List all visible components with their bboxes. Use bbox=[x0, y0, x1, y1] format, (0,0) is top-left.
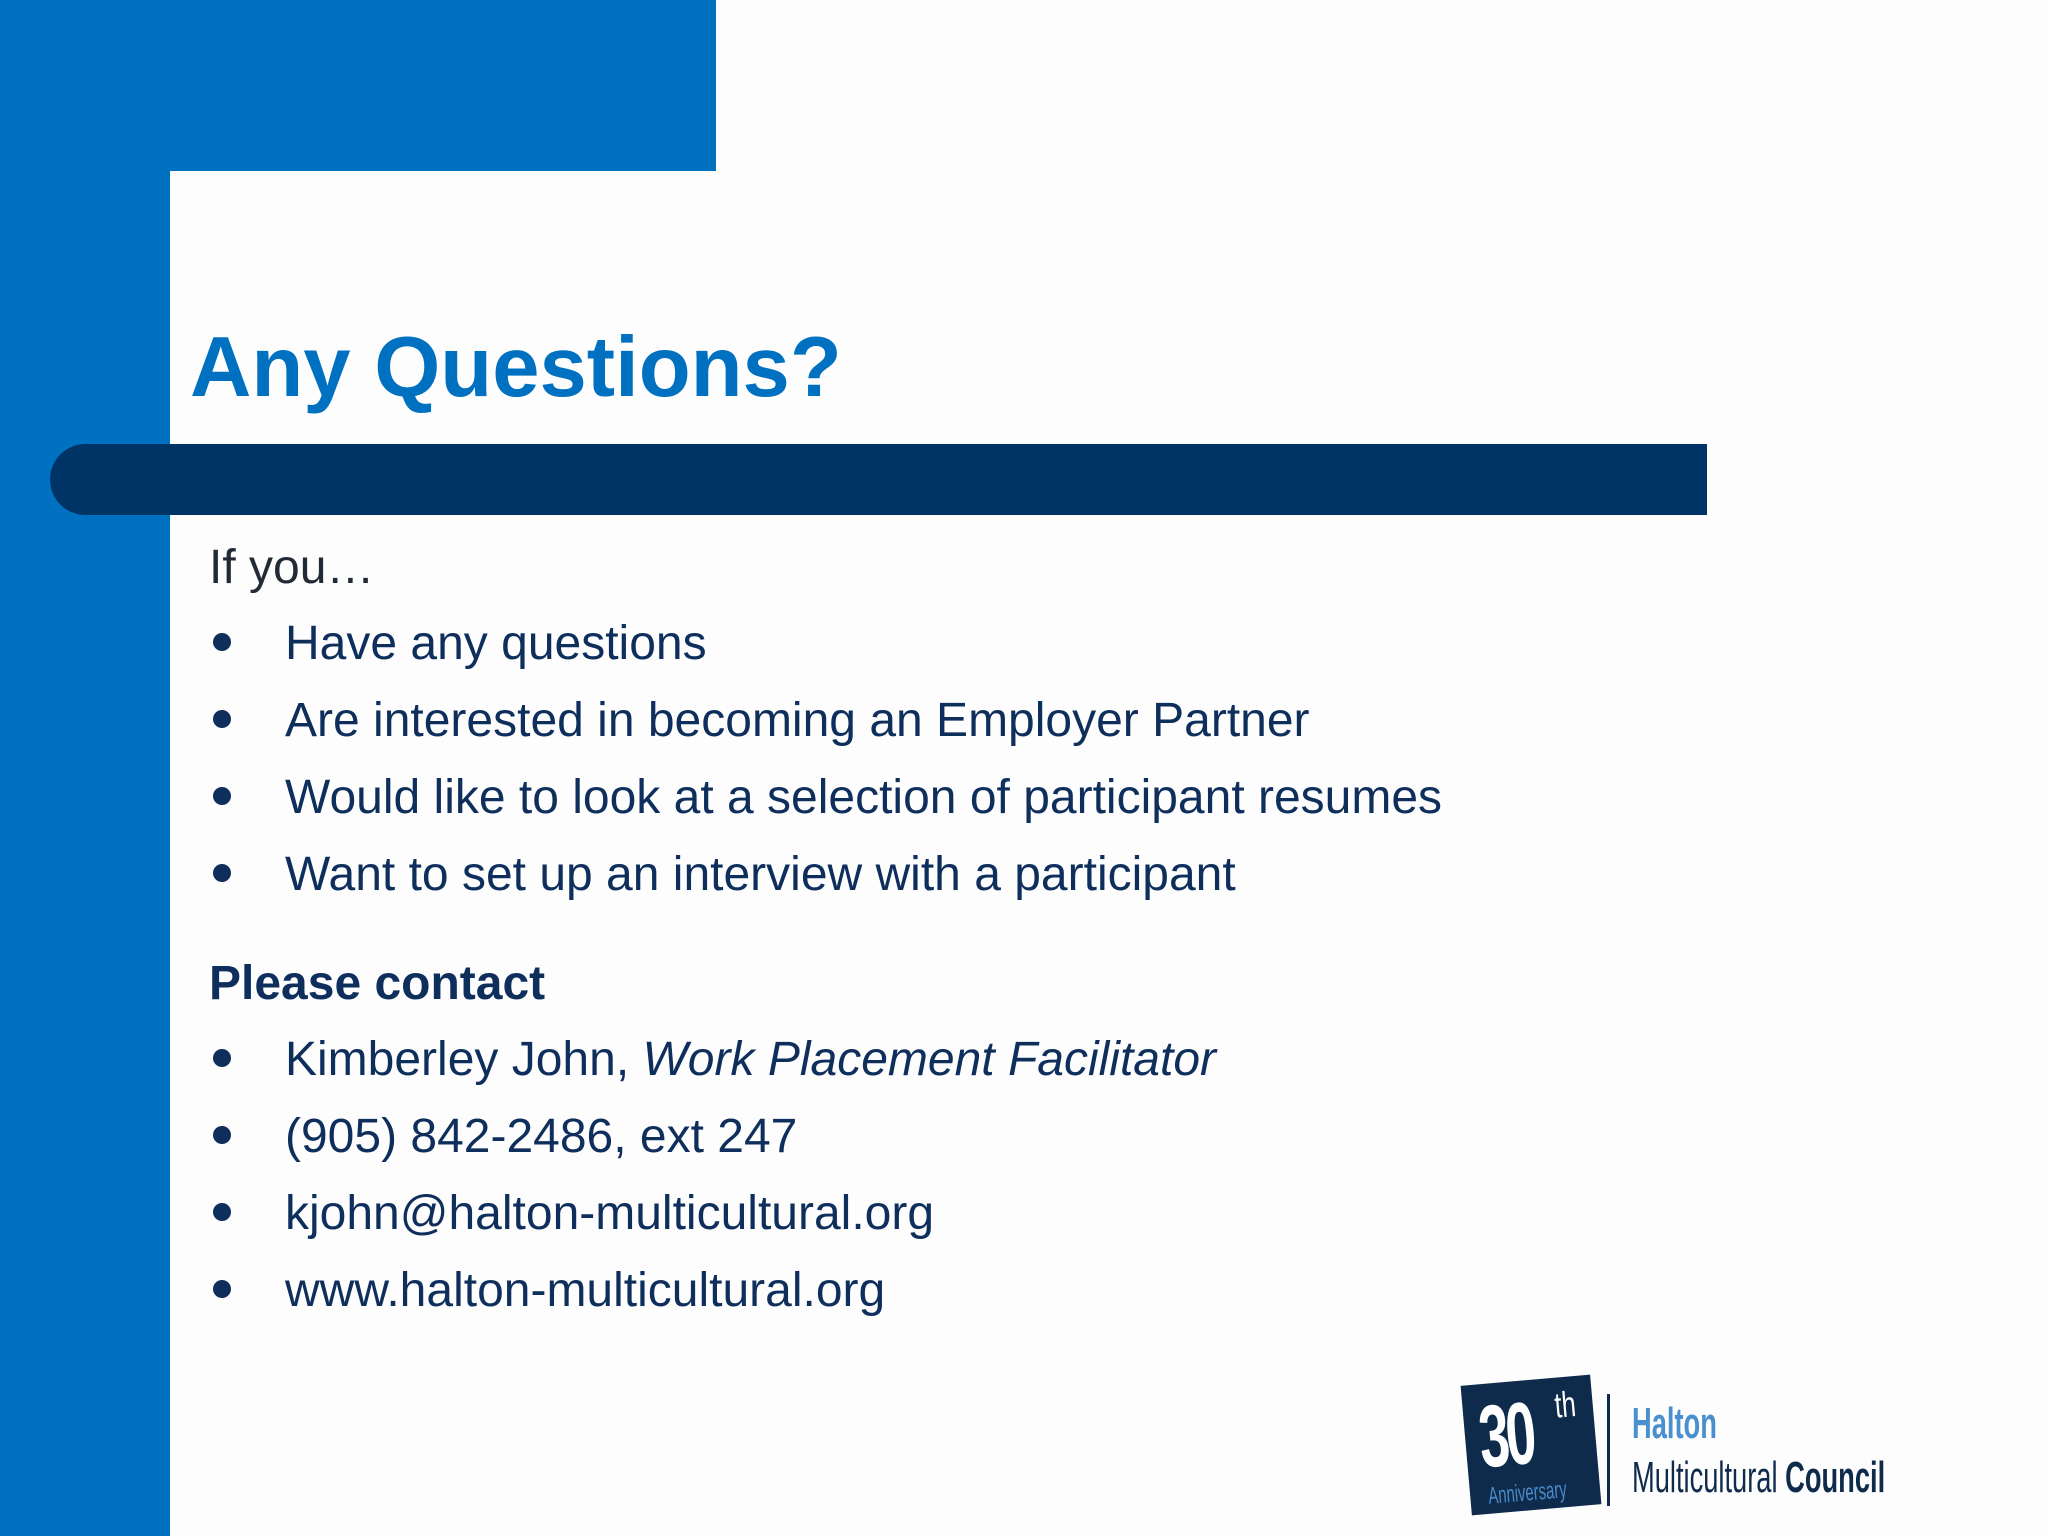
anniversary-suffix: th bbox=[1552, 1383, 1578, 1426]
intro-text: If you… bbox=[209, 541, 375, 594]
contact-heading: Please contact bbox=[209, 957, 546, 1010]
slide-title: Any Questions? bbox=[190, 320, 842, 415]
contact-email[interactable]: kjohn@halton-multicultural.org bbox=[285, 1187, 935, 1240]
logo-divider bbox=[1607, 1394, 1610, 1506]
contact-phone: (905) 842-2486, ext 247 bbox=[285, 1110, 798, 1163]
contact-name bbox=[285, 1032, 1216, 1088]
bullet-dot-icon bbox=[213, 633, 231, 651]
bullet-dot-icon bbox=[213, 710, 231, 728]
anniversary-label: Anniversary bbox=[1487, 1476, 1568, 1510]
bullet-dot-icon bbox=[213, 1126, 231, 1144]
top-blue-block bbox=[0, 0, 716, 171]
logo-org-line2 bbox=[1632, 1454, 1885, 1502]
bullet-dot-icon bbox=[213, 787, 231, 805]
logo-org-line1: Halton bbox=[1632, 1399, 1717, 1448]
halton-multicultural-logo bbox=[1466, 1380, 1926, 1520]
left-blue-band bbox=[0, 0, 170, 1536]
bullet-dot-icon bbox=[213, 1280, 231, 1298]
logo-org-council: Council bbox=[1785, 1453, 1886, 1502]
title-underline-bar bbox=[50, 444, 1707, 515]
list-item-text: Would like to look at a selection of participant resumes bbox=[285, 771, 1443, 824]
list-item-text: Are interested in becoming an Employer Partner bbox=[285, 694, 1310, 747]
bullet-dot-icon bbox=[213, 1049, 231, 1067]
anniversary-badge bbox=[1461, 1375, 1602, 1516]
anniversary-number: 30 bbox=[1474, 1383, 1537, 1487]
bullet-dot-icon bbox=[213, 864, 231, 882]
logo-org-multicultural: Multicultural bbox=[1632, 1453, 1786, 1502]
list-item-text: Have any questions bbox=[285, 617, 707, 670]
contact-role: Work Placement Facilitator bbox=[642, 1033, 1216, 1086]
contact-person: Kimberley John, bbox=[285, 1033, 643, 1086]
bullet-dot-icon bbox=[213, 1203, 231, 1221]
contact-website[interactable]: www.halton-multicultural.org bbox=[285, 1264, 886, 1317]
list-item-text: Want to set up an interview with a participant bbox=[285, 848, 1236, 901]
